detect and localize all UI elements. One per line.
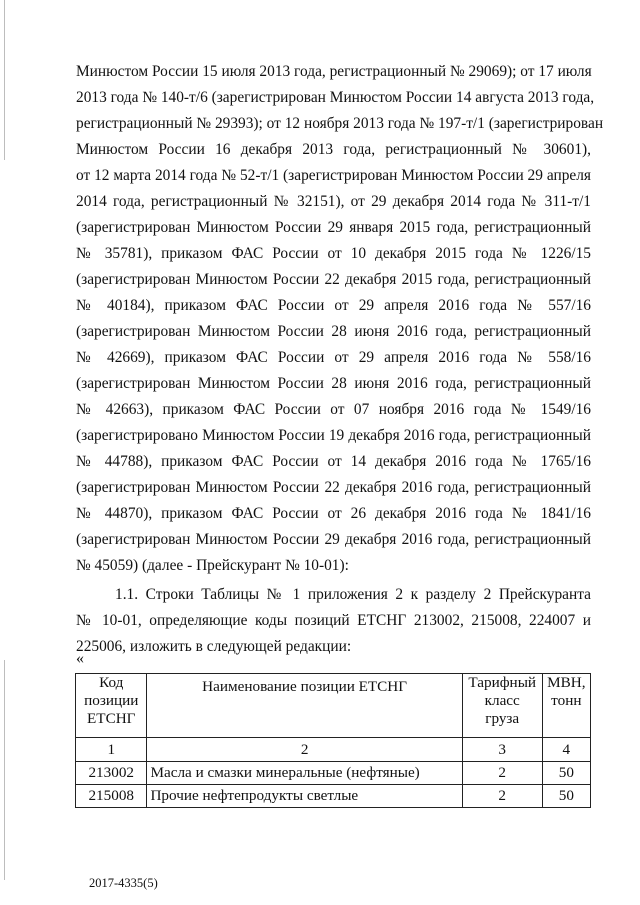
table-cell: Прочие нефтепродукты светлые <box>147 785 462 808</box>
item-line: № 10-01, определяющие коды позиций ЕТСНГ 213002, 215008, 224007 и <box>76 612 591 629</box>
item-line: 1.1. Строки Таблицы № 1 приложения 2 к разделу 2 Прейскуранта <box>115 586 591 603</box>
table-cell: 3 <box>462 738 542 762</box>
table-row <box>76 785 591 808</box>
scan-edge-mark <box>4 660 5 880</box>
table-header-class: Тарифный класс груза <box>462 674 542 738</box>
table-cell: 215008 <box>76 785 147 808</box>
paragraph-line: (зарегистрирован Минюстом России 22 декабря 2015 года, регистрационный <box>76 271 591 288</box>
paragraph-line: № 42669), приказом ФАС России от 29 апреля 2016 года № 558/16 <box>76 349 591 366</box>
paragraph-line: № 40184), приказом ФАС России от 29 апреля 2016 года № 557/16 <box>76 297 591 314</box>
paragraph-line: № 35781), приказом ФАС России от 10 декабря 2015 года № 1226/15 <box>76 245 591 262</box>
table-numbering-row <box>76 738 591 762</box>
paragraph-line: регистрационный № 29393); от 12 ноября 2013 года № 197-т/1 (зарегистрирован <box>76 115 604 132</box>
table-header-mvn: МВН, тонн <box>542 674 590 738</box>
paragraph-line: (зарегистрирован Минюстом России 29 января 2015 года, регистрационный <box>76 219 591 236</box>
paragraph-line: от 12 марта 2014 года № 52-т/1 (зарегистрирован Минюстом России 29 апреля <box>76 167 591 184</box>
table-header-code: Код позиции ЕТСНГ <box>76 674 147 738</box>
paragraph-line: (зарегистрирован Минюстом России 28 июня 2016 года, регистрационный <box>76 323 591 340</box>
tariff-table <box>75 673 591 808</box>
item-line: 225006, изложить в следующей редакции: <box>76 638 352 655</box>
table-cell: 4 <box>542 738 590 762</box>
paragraph-line: (зарегистрирован Минюстом России 28 июня 2016 года, регистрационный <box>76 375 591 392</box>
table-cell: Масла и смазки минеральные (нефтяные) <box>147 762 462 785</box>
paragraph-line: № 44870), приказом ФАС России от 26 декабря 2016 года № 1841/16 <box>76 505 591 522</box>
table-cell: 213002 <box>76 762 147 785</box>
opening-quote: « <box>76 650 84 667</box>
paragraph-line: № 45059) (далее - Прейскурант № 10-01): <box>76 557 349 574</box>
table-cell: 1 <box>76 738 147 762</box>
table-cell: 50 <box>542 785 590 808</box>
paragraph-line: Минюстом России 15 июля 2013 года, регистрационный № 29069); от 17 июля <box>76 63 592 80</box>
paragraph-line: № 44788), приказом ФАС России от 14 декабря 2016 года № 1765/16 <box>76 453 591 470</box>
table-header-name: Наименование позиции ЕТСНГ <box>147 674 462 738</box>
table-row <box>76 762 591 785</box>
table-cell: 2 <box>462 785 542 808</box>
paragraph-line: 2014 года, регистрационный № 32151), от 29 декабря 2014 года № 311-т/1 <box>76 193 591 210</box>
paragraph-line: № 42663), приказом ФАС России от 07 ноября 2016 года № 1549/16 <box>76 401 591 418</box>
table-cell: 50 <box>542 762 590 785</box>
table-cell: 2 <box>462 762 542 785</box>
paragraph-line: 2013 года № 140-т/6 (зарегистрирован Минюстом России 14 августа 2013 года, <box>76 89 595 106</box>
paragraph-line: Минюстом России 16 декабря 2013 года, регистрационный № 30601), <box>76 141 591 158</box>
table-cell: 2 <box>147 738 462 762</box>
table-header-row <box>76 674 591 738</box>
scan-edge-mark <box>4 0 5 160</box>
paragraph-line: (зарегистрирован Минюстом России 22 декабря 2016 года, регистрационный <box>76 479 591 496</box>
document-id: 2017-4335(5) <box>89 876 158 890</box>
paragraph-line: (зарегистрирован Минюстом России 29 декабря 2016 года, регистрационный <box>76 531 591 548</box>
paragraph-line: (зарегистрировано Минюстом России 19 декабря 2016 года, регистрационный <box>76 427 591 444</box>
